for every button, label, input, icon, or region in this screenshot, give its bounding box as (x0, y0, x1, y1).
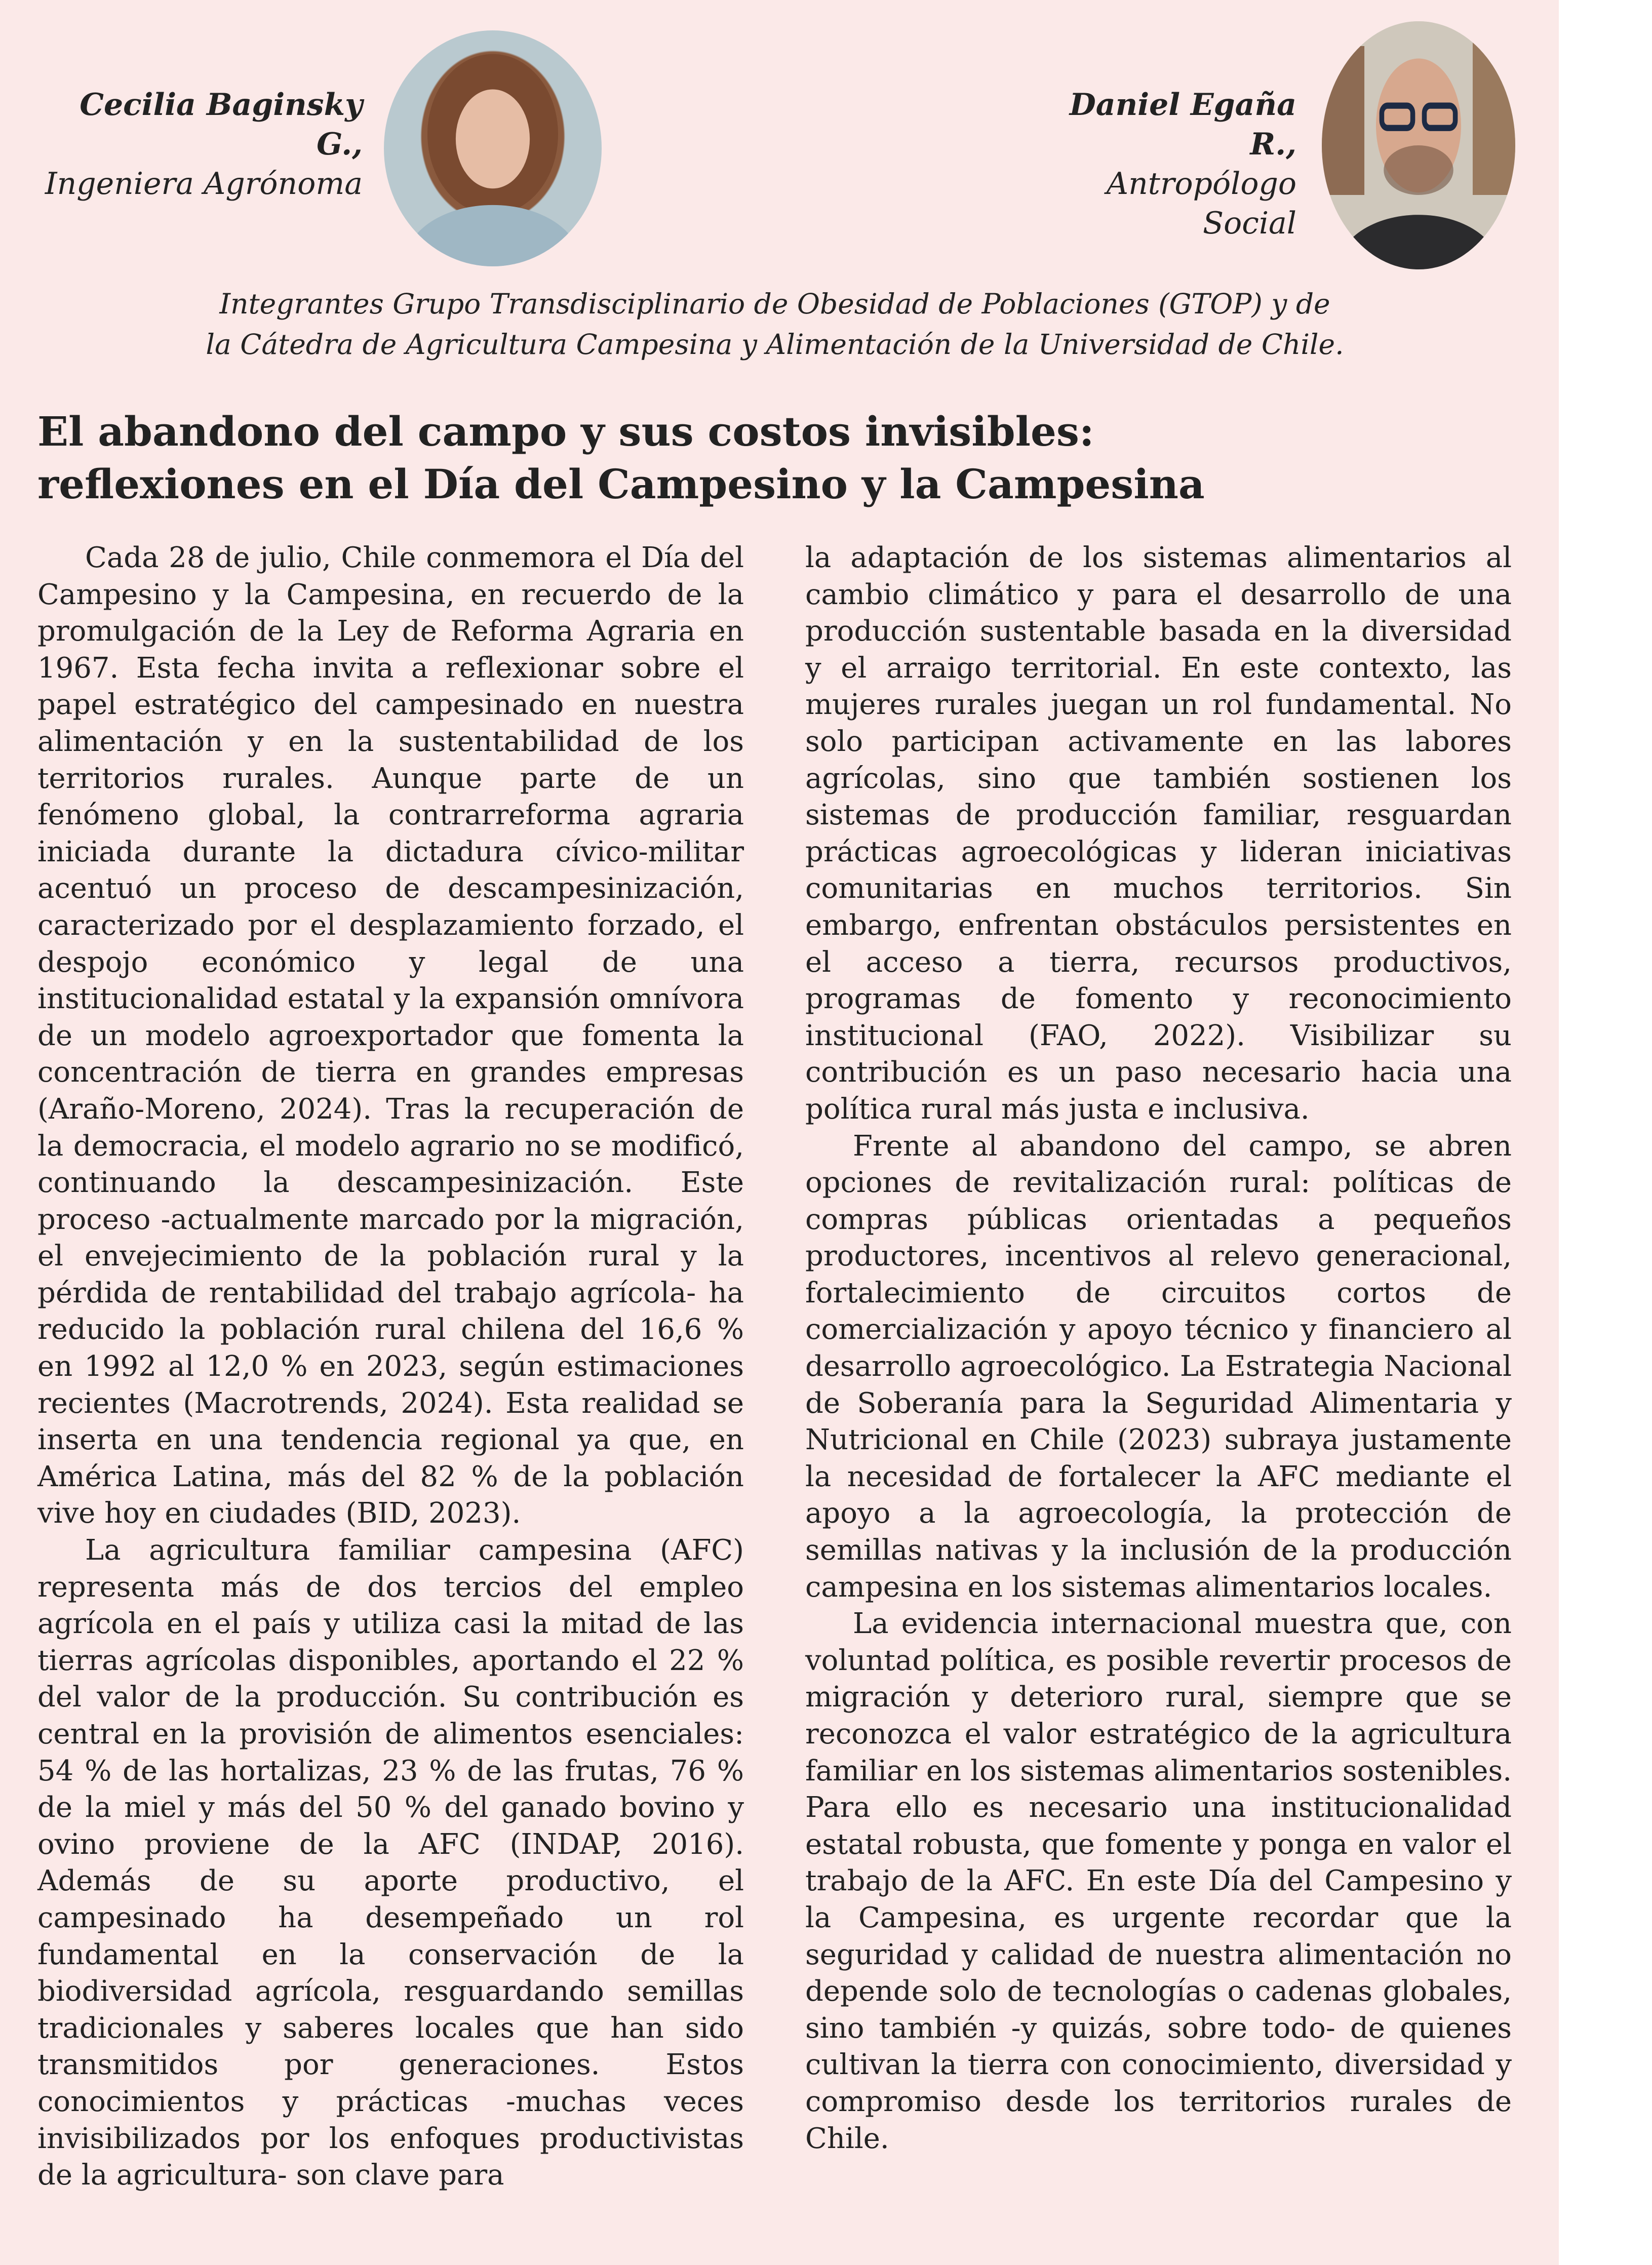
author-role: Ingeniera Agrónoma (45, 166, 363, 202)
paragraph-continued: la adaptación de los sistemas alimentarios al cambio climático y para el desarrollo de una producción sustentable basada en la diversidad y el arraigo territorial. En este contexto, las mujeres rurales juegan un rol fundamental. No solo participan activamente en las labores agrícolas, sino que también sostienen los sistemas de producción familiar, resguardan prácticas agroecológicas y lideran iniciativas comunitarias en muchos territorios. Sin embargo, enfrentan obstáculos persistentes en el acceso a tierra, recursos productivos, programas de fomento y reconocimiento institucional (FAO, 2022). Visibilizar su contribución es un paso necesario hacia una política rural más justa e inclusiva. (805, 541, 1512, 1126)
affiliation-line: la Cátedra de Agricultura Campesina y Alimentación de la Universidad de Chile. (206, 328, 1344, 361)
paragraph: Cada 28 de julio, Chile conmemora el Día del Campesino y la Campesina, en recuerdo de la promulgación de la Ley de Reforma Agraria en 1967. Esta fecha invita a reflexionar sobre el papel estratégico del campesinado en nuestra alimentación y en la sustentabilidad de los territorios rurales. Aunque parte de un fenómeno global, la contrarreforma agraria iniciada durante la dictadura cívico-militar acentuó un proceso de descampesinización, caracterizado por el desplazamiento forzado, el despojo económico y legal de una institucionalidad estatal y la expansión omnívora de un modelo agroexportador que fomenta la concentración de tierra en grandes empresas (Araño-Moreno, 2024). Tras la recuperación de la democracia, el modelo agrario no se modificó, continuando la descampesinización. Este proceso -actualmente marcado por la migración, el envejecimiento de la población rural y la pérdida de rentabilidad del trabajo agrícola- ha reducido la población rural chilena del 16,6 % en 1992 al 12,0 % en 2023, según estimaciones recientes (Macrotrends, 2024). Esta realidad se inserta en una tendencia regional ya que, en América Latina, más del 82 % de la población vive hoy en ciudades (BID, 2023). (37, 541, 744, 1530)
author-name: Cecilia Baginsky G., (80, 87, 363, 162)
portrait-man-icon (1322, 21, 1515, 269)
title-line: reflexiones en el Día del Campesino y la Campesina (37, 460, 1205, 508)
author-photo-left (384, 30, 602, 266)
article-title (37, 405, 1506, 510)
author-photo-right (1322, 21, 1515, 269)
author-role: Antropólogo Social (1106, 166, 1296, 241)
author-name: Daniel Egaña R., (1069, 87, 1296, 162)
title-line: El abandono del campo y sus costos invisibles: (37, 408, 1094, 455)
paragraph: La agricultura familiar campesina (AFC) representa más de dos tercios del empleo agrícola en el país y utiliza casi la mitad de las tierras agrícolas disponibles, aportando el 22 % del valor de la producción. Su contribución es central en la provisión de alimentos esenciales: 54 % de las hortalizas, 23 % de las frutas, 76 % de la miel y más del 50 % del ganado bovino y ovino proviene de la AFC (INDAP, 2016). Además de su aporte productivo, el campesinado ha desempeñado un rol fundamental en la conservación de la biodiversidad agrícola, resguardando semillas tradicionales y saberes locales que han sido transmitidos por generaciones. Estos conocimientos y prácticas -muchas veces invisibilizados por los enfoques productivistas de la agricultura- son clave para (37, 1534, 744, 2192)
affiliation-line: Integrantes Grupo Transdisciplinario de Obesidad de Poblaciones (GTOP) y de (219, 288, 1330, 320)
author-left (38, 85, 363, 204)
article-column-left (37, 540, 744, 2194)
author-right (1013, 85, 1296, 243)
author-affiliation (152, 284, 1398, 365)
portrait-woman-icon (384, 30, 602, 266)
paragraph: Frente al abandono del campo, se abren opciones de revitalización rural: políticas de compras públicas orientadas a pequeños productores, incentivos al relevo generacional, fortalecimiento de circuitos cortos de comercialización y apoyo técnico y financiero al desarrollo agroecológico. La Estrategia Nacional de Soberanía para la Seguridad Alimentaria y Nutricional en Chile (2023) subraya justamente la necesidad de fortalecer la AFC mediante el apoyo a la agroecología, la protección de semillas nativas y la inclusión de la producción campesina en los sistemas alimentarios locales. (805, 1129, 1512, 1604)
article-column-right (805, 540, 1512, 2157)
paragraph: La evidencia internacional muestra que, con voluntad política, es posible revertir procesos de migración y deterioro rural, siempre que se reconozca el valor estratégico de la agricultura familiar en los sistemas alimentarios sostenibles. Para ello es necesario una institucionalidad estatal robusta, que fomente y ponga en valor el trabajo de la AFC. En este Día del Campesino y la Campesina, es urgente recordar que la seguridad y calidad de nuestra alimentación no depende solo de tecnologías o cadenas globales, sino también -y quizás, sobre todo- de quienes cultivan la tierra con conocimiento, diversidad y compromiso desde los territorios rurales de Chile. (805, 1607, 1512, 2155)
